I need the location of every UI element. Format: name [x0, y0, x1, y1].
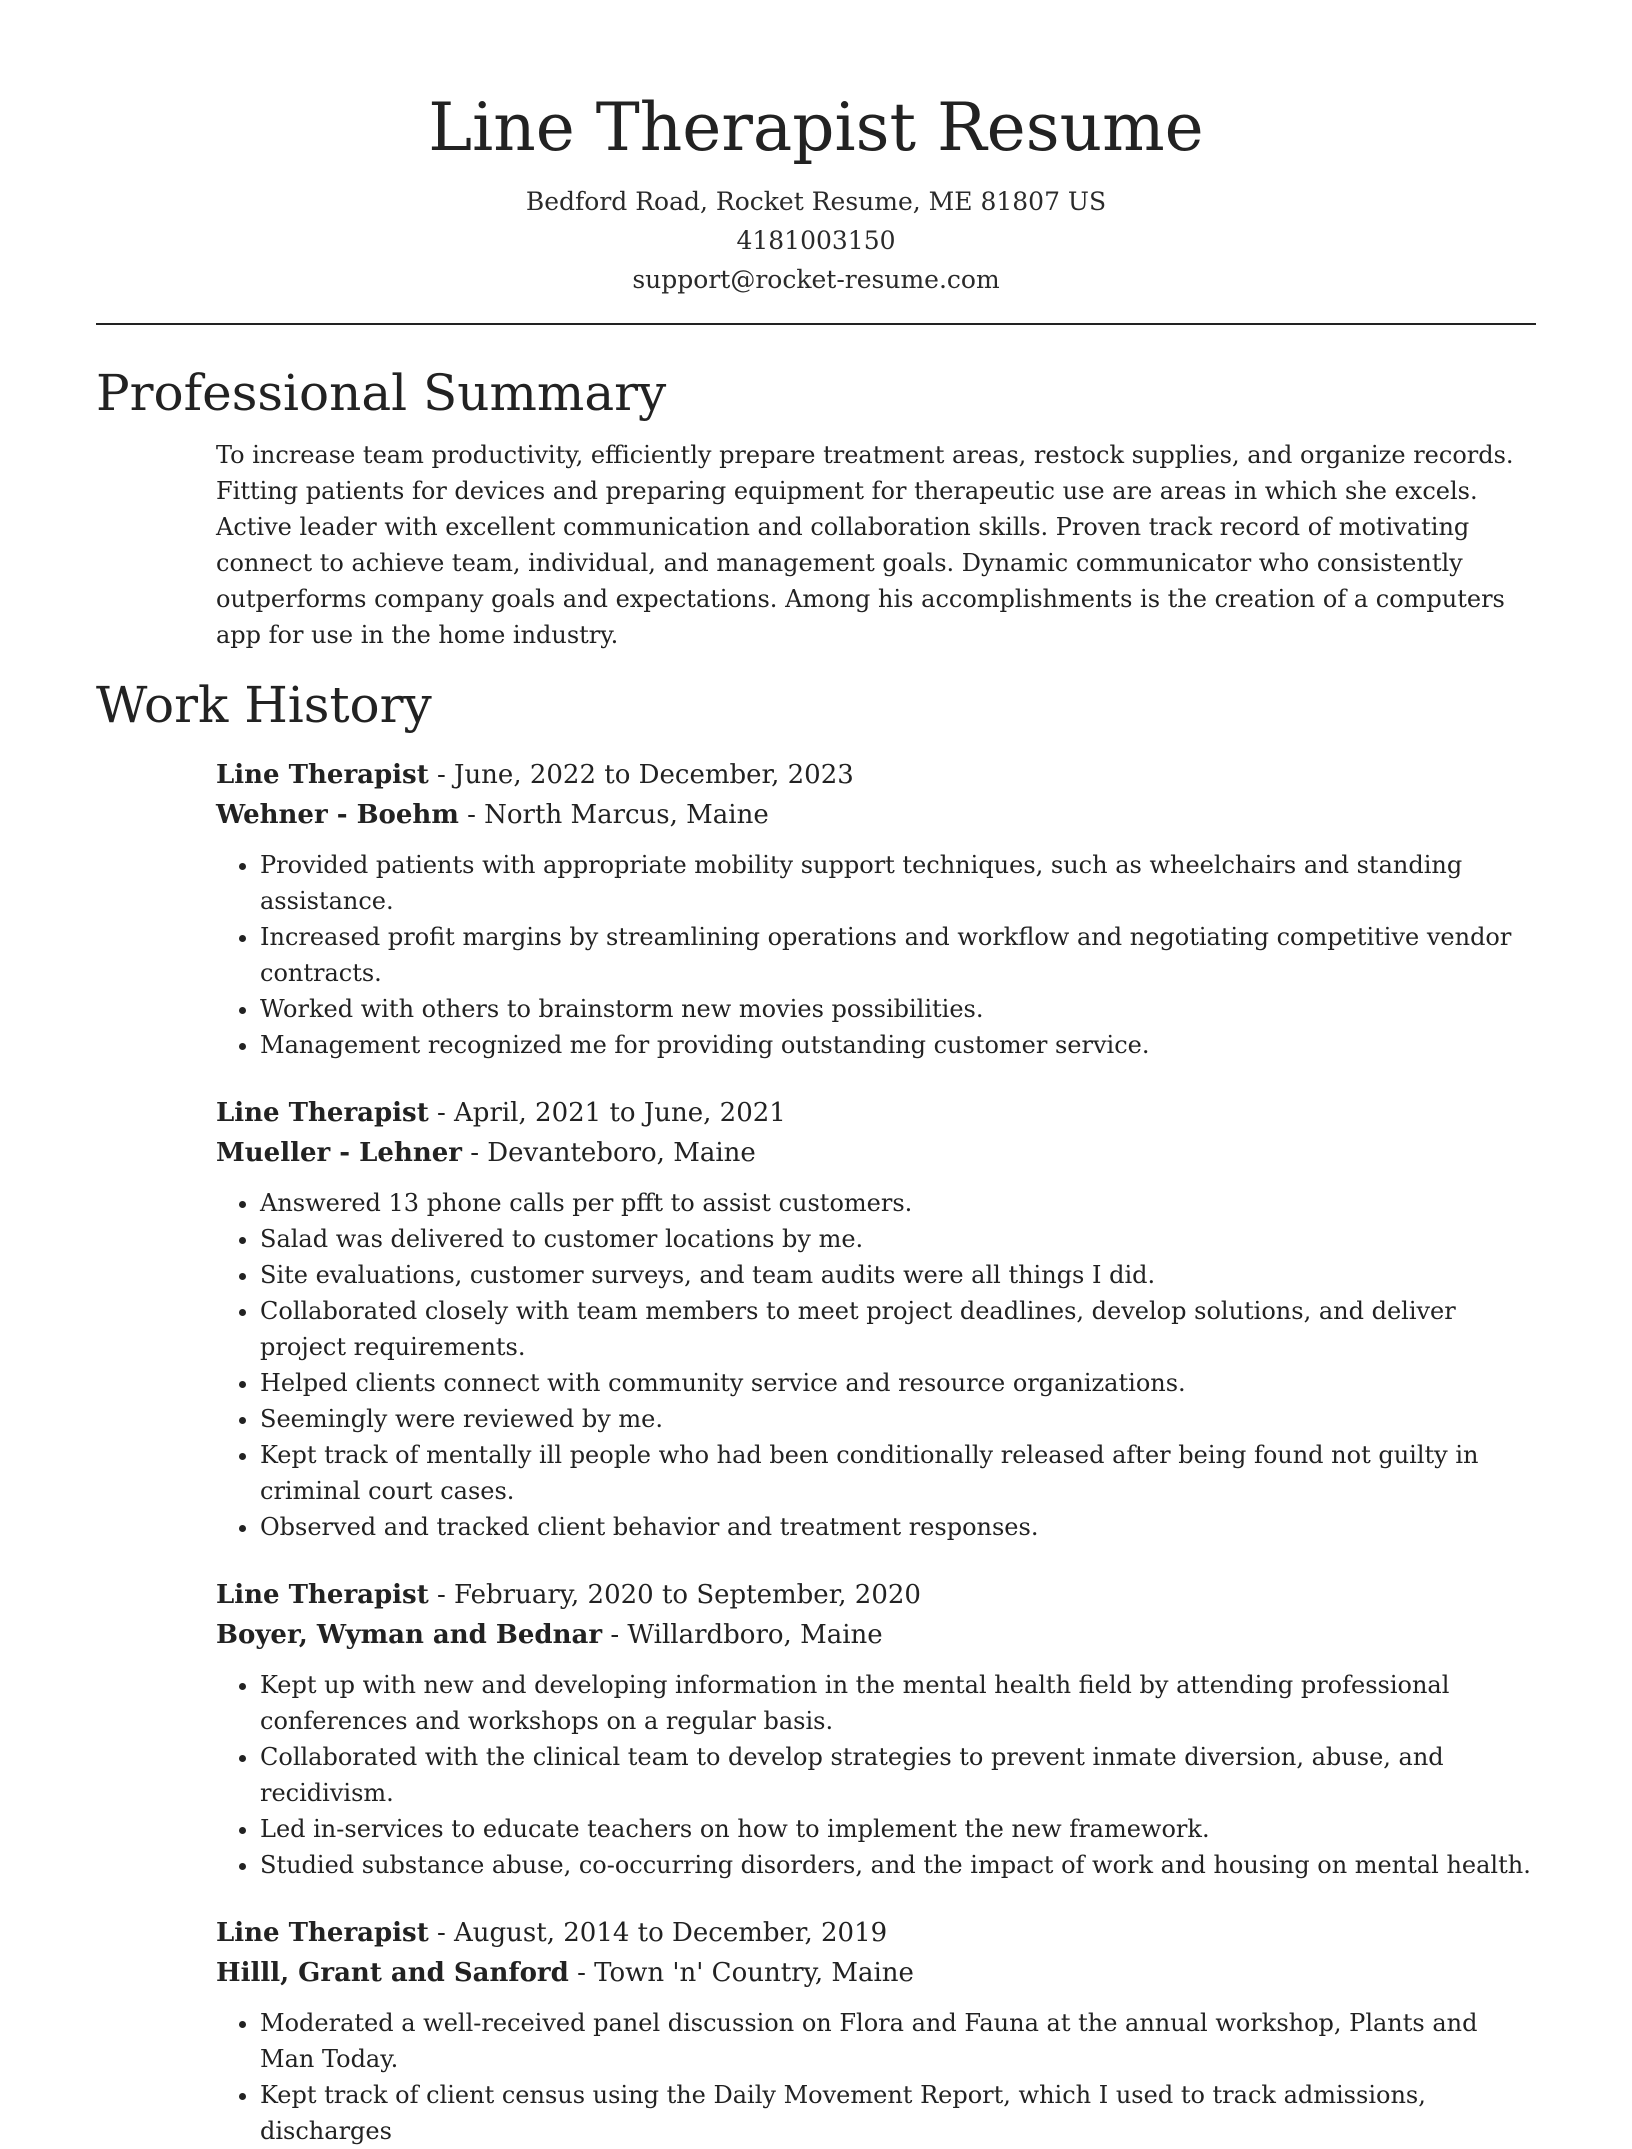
job-company: Boyer, Wyman and Bednar: [216, 1620, 603, 1650]
bullet-item: • Answered 13 phone calls per pfft to assist customers.: [260, 1185, 1536, 1221]
job-entry: [216, 1575, 1536, 1883]
job-company: Mueller - Lehner: [216, 1138, 462, 1168]
job-title: Line Therapist: [216, 1580, 429, 1610]
contact-phone: 4181003150: [736, 226, 896, 255]
bullet-item: • Kept up with new and developing information in the mental health field by attending professional conferences and workshops on a regular basis.: [260, 1667, 1536, 1739]
job-title: Line Therapist: [216, 1098, 429, 1128]
job-title-line: [216, 1913, 1536, 1953]
work-history-heading: Work History: [96, 676, 432, 734]
job-title-line: [216, 1093, 1536, 1133]
job-title: Line Therapist: [216, 760, 429, 790]
bullet-item: • Seemingly were reviewed by me.: [260, 1401, 1536, 1437]
job-dates: - February, 2020 to September, 2020: [428, 1580, 921, 1610]
job-entry: [216, 755, 1536, 1063]
job-location: - Willardboro, Maine: [602, 1620, 883, 1650]
job-company-line: [216, 795, 1536, 835]
job-company-line: [216, 1953, 1536, 1993]
bullet-item: • Provided patients with appropriate mobility support techniques, such as wheelchairs and standing assistance.: [260, 847, 1536, 919]
job-bullets: [216, 2005, 1536, 2149]
bullet-item: • Studied substance abuse, co-occurring disorders, and the impact of work and housing on mental health.: [260, 1847, 1536, 1883]
job-location: - North Marcus, Maine: [458, 800, 769, 830]
resume-title: Line Therapist Resume: [428, 89, 1204, 166]
job-company: Hilll, Grant and Sanford: [216, 1958, 569, 1988]
resume-page: [96, 0, 1536, 2149]
bullet-item: • Moderated a well-received panel discussion on Flora and Fauna at the annual workshop, Plants and Man Today.: [260, 2005, 1536, 2077]
contact-block: [96, 182, 1536, 299]
bullet-item: • Management recognized me for providing outstanding customer service.: [260, 1027, 1536, 1063]
job-company: Wehner - Boehm: [216, 800, 459, 830]
summary-text: To increase team productivity, efficiently prepare treatment areas, restock supplies, and organize records. Fitting patients for devices and preparing equipment for therapeutic use are areas in which she excels. Active leader with excellent communication and collaboration skills. Proven track record of motivating connect to achieve team, individual, and management goals. Dynamic communicator who consistently outperforms company goals and expectations. Among his accomplishments is the creation of a computers app for use in the home industry.: [216, 441, 1514, 649]
job-entry: [216, 1093, 1536, 1545]
job-company-line: [216, 1615, 1536, 1655]
contact-address: Bedford Road, Rocket Resume, ME 81807 US: [525, 187, 1107, 216]
bullet-item: • Kept track of mentally ill people who had been conditionally released after being found not guilty in criminal court cases.: [260, 1437, 1536, 1509]
bullet-item: • Helped clients connect with community service and resource organizations.: [260, 1365, 1536, 1401]
bullet-item: • Site evaluations, customer surveys, and team audits were all things I did.: [260, 1257, 1536, 1293]
bullet-item: • Collaborated with the clinical team to develop strategies to prevent inmate diversion, abuse, and recidivism.: [260, 1739, 1536, 1811]
job-dates: - August, 2014 to December, 2019: [428, 1918, 888, 1948]
job-location: - Devanteboro, Maine: [461, 1138, 756, 1168]
bullet-item: • Kept track of client census using the Daily Movement Report, which I used to track admissions, discharges: [260, 2077, 1536, 2149]
job-dates: - June, 2022 to December, 2023: [428, 760, 854, 790]
bullet-item: • Increased profit margins by streamlining operations and workflow and negotiating competitive vendor contracts.: [260, 919, 1536, 991]
bullet-item: • Observed and tracked client behavior and treatment responses.: [260, 1509, 1536, 1545]
contact-email: support@rocket-resume.com: [632, 265, 1000, 294]
job-bullets: [216, 1667, 1536, 1883]
header-divider: [96, 323, 1536, 325]
job-bullets: [216, 1185, 1536, 1545]
job-entry: [216, 1913, 1536, 2149]
summary-heading: Professional Summary: [96, 364, 667, 422]
job-title-line: [216, 1575, 1536, 1615]
bullet-item: • Worked with others to brainstorm new movies possibilities.: [260, 991, 1536, 1027]
job-bullets: [216, 847, 1536, 1063]
bullet-item: • Led in-services to educate teachers on how to implement the new framework.: [260, 1811, 1536, 1847]
job-title: Line Therapist: [216, 1918, 429, 1948]
job-location: - Town 'n' Country, Maine: [568, 1958, 914, 1988]
job-company-line: [216, 1133, 1536, 1173]
bullet-item: • Collaborated closely with team members to meet project deadlines, develop solutions, and deliver project requirements.: [260, 1293, 1536, 1365]
job-title-line: [216, 755, 1536, 795]
bullet-item: • Salad was delivered to customer locations by me.: [260, 1221, 1536, 1257]
job-dates: - April, 2021 to June, 2021: [428, 1098, 786, 1128]
